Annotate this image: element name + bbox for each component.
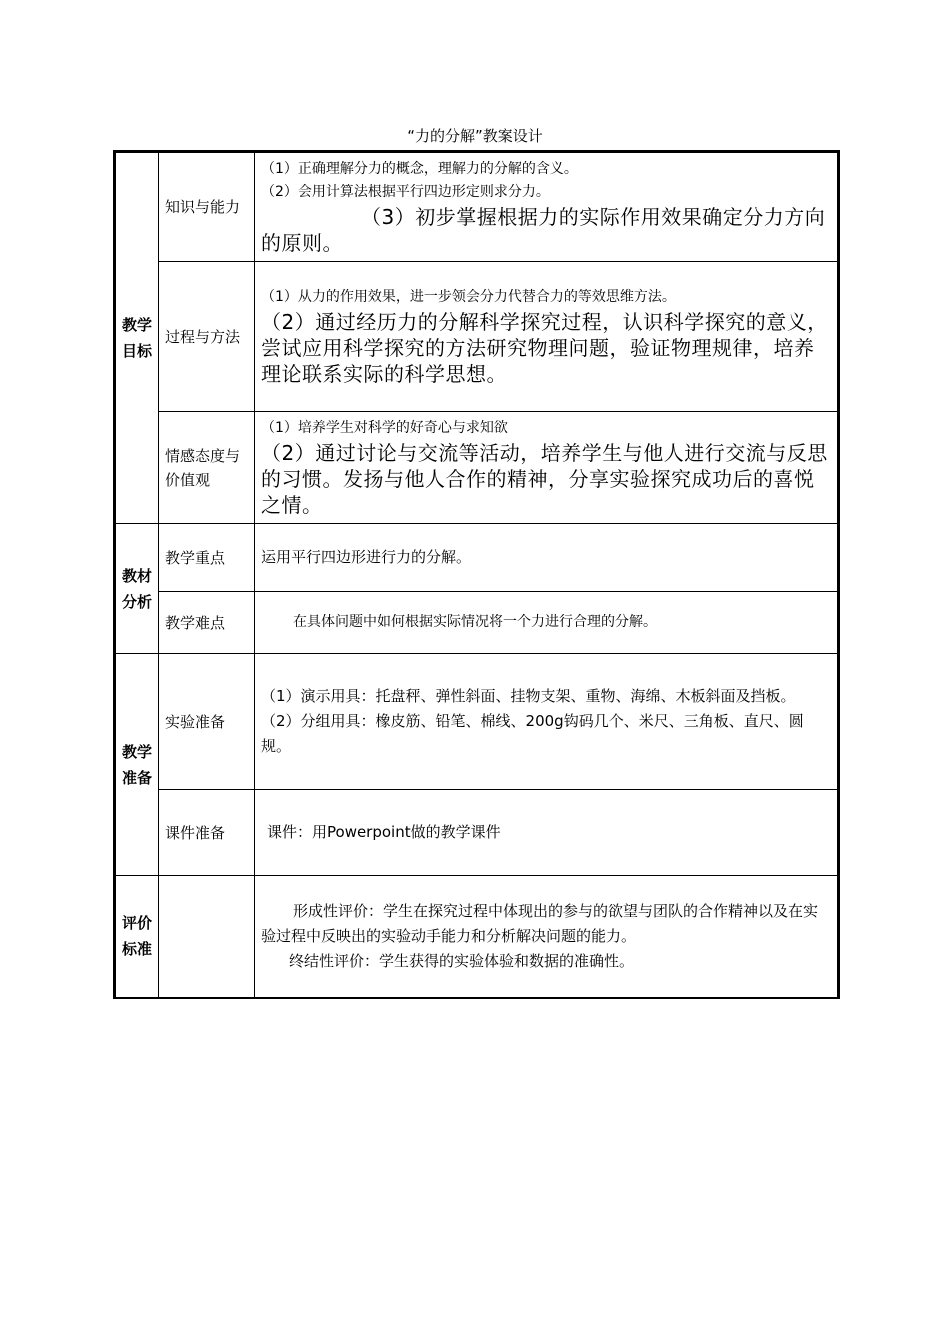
document-title: “力的分解”教案设计 [407, 127, 543, 145]
knowledge-line-2: （2）会用计算法根据平行四边形定则求分力。 [261, 184, 550, 200]
section-label-evaluation [115, 876, 159, 998]
row-process [115, 262, 839, 412]
section-label-goals [115, 152, 159, 524]
sub-label-evaluation-empty [159, 876, 255, 998]
cell-courseware [255, 790, 839, 876]
cell-emotion [255, 412, 839, 524]
section-label-material [115, 524, 159, 654]
section-label-goals-text: 教学目标 [121, 316, 152, 360]
process-line-2: （2）通过经历力的分解科学探究过程，认识科学探究的意义，尝试应用科学探究的方法研究物理问题，验证物理规律，培养理论联系实际的科学思想。 [261, 310, 828, 386]
row-difficulty [115, 592, 839, 654]
courseware-text: 课件：用Powerpoint做的教学课件 [267, 823, 501, 841]
cell-knowledge [255, 152, 839, 262]
row-evaluation [115, 876, 839, 998]
emotion-line-2: （2）通过讨论与交流等活动，培养学生与他人进行交流与反思的习惯。发扬与他人合作的精神，分享实验探究成功后的喜悦之情。 [261, 441, 828, 517]
evaluation-line-2: 终结性评价：学生获得的实验体验和数据的准确性。 [289, 951, 635, 970]
row-key-point [115, 524, 839, 592]
section-label-prep [115, 654, 159, 876]
row-knowledge [115, 152, 839, 262]
evaluation-line-1: 形成性评价：学生在探究过程中体现出的参与的欲望与团队的合作精神以及在实验过程中反映出的实验动手能力和分析解决问题的能力。 [261, 901, 819, 945]
sub-label-emotion: 情感态度与价值观 [159, 412, 255, 524]
sub-label-experiment: 实验准备 [159, 654, 255, 790]
row-emotion [115, 412, 839, 524]
sub-label-knowledge: 知识与能力 [159, 152, 255, 262]
sub-label-courseware: 课件准备 [159, 790, 255, 876]
key-text: 运用平行四边形进行力的分解。 [261, 548, 472, 566]
section-label-prep-text: 教学准备 [121, 742, 152, 787]
sub-label-key: 教学重点 [159, 524, 255, 592]
cell-process [255, 262, 839, 412]
section-label-evaluation-text: 评价标准 [121, 914, 152, 959]
emotion-line-1: （1）培养学生对科学的好奇心与求知欲 [261, 420, 508, 436]
sub-label-process: 过程与方法 [159, 262, 255, 412]
row-experiment [115, 654, 839, 790]
sub-label-difficulty: 教学难点 [159, 592, 255, 654]
lesson-plan-table [113, 150, 840, 999]
cell-key [255, 524, 839, 592]
cell-experiment [255, 654, 839, 790]
knowledge-line-1: （1）正确理解分力的概念，理解力的分解的含义。 [261, 161, 578, 177]
process-line-1: （1）从力的作用效果，进一步领会分力代替合力的等效思维方法。 [261, 289, 676, 305]
cell-difficulty [255, 592, 839, 654]
knowledge-line-3: （3）初步掌握根据力的实际作用效果确定分力方向的原则。 [261, 205, 826, 255]
difficulty-text: 在具体问题中如何根据实际情况将一个力进行合理的分解。 [293, 614, 657, 630]
experiment-line-2: （2）分组用具：橡皮筋、铅笔、棉线、200g钩码几个、米尺、三角板、直尺、圆规。 [261, 712, 804, 755]
row-courseware [115, 790, 839, 876]
section-label-material-text: 教材分析 [121, 566, 152, 611]
cell-evaluation [255, 876, 839, 998]
experiment-line-1: （1）演示用具：托盘秤、弹性斜面、挂物支架、重物、海绵、木板斜面及挡板。 [261, 687, 796, 705]
